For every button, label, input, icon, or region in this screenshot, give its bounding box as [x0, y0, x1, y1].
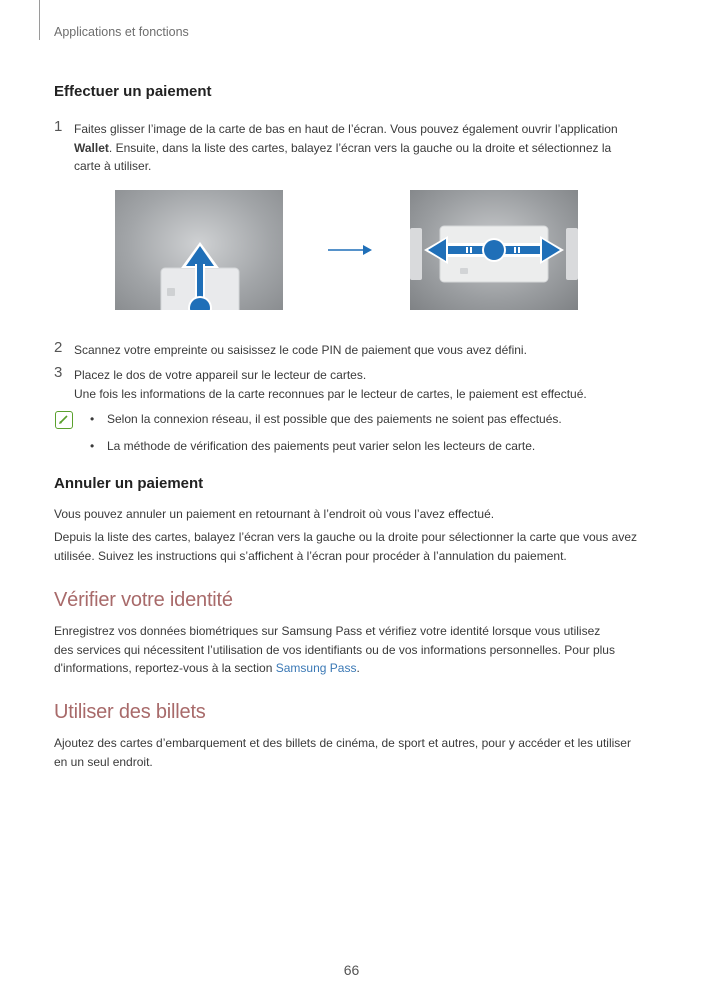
step-text: Scannez votre empreinte ou saisissez le code PIN de paiement que vous avez défini. — [74, 343, 527, 357]
header-rule — [39, 0, 40, 40]
next-step-arrow-icon — [326, 240, 376, 260]
arrow-right-icon — [542, 239, 560, 261]
step-text: Placez le dos de votre appareil sur le lecteur de cartes. Une fois les informations de la carte reconnues par le lecteur de cartes, le paiement est effectué. — [74, 368, 587, 401]
swipe-sideways-illustration — [410, 190, 578, 310]
card-chip — [167, 288, 175, 296]
step-number: 2 — [54, 339, 63, 356]
card-left-partial — [410, 228, 422, 280]
touch-point-icon — [484, 240, 504, 260]
step-number: 3 — [54, 364, 63, 381]
note-pencil-icon — [55, 411, 73, 429]
step-text: Faites glisser l’image de la carte de bas en haut de l’écran. Vous pouvez également ouvrir l’application Wallet. Ensuite, dans la liste des cartes, balayez l’écran vers la gauche ou la droite et sélectionnez la carte à utiliser. — [74, 122, 618, 173]
card-chip — [460, 268, 468, 274]
list-item: • La méthode de vérification des paiements peut varier selon les lecteurs de carte. — [90, 439, 536, 453]
heading-make-payment: Effectuer un paiement — [54, 83, 212, 100]
card-right-partial — [566, 228, 578, 280]
list-item: • Selon la connexion réseau, il est possible que des paiements ne soient pas effectués. — [90, 412, 562, 426]
page-number: 66 — [343, 962, 360, 978]
illustration-swipe-sideways — [410, 190, 578, 310]
paragraph-identity: Enregistrez vos données biométriques sur Samsung Pass et vérifiez votre identité lorsque vous utilisez des services qui nécessitent l’utilisation de vos identifiants ou de vos informations personnelles. Pour plus d'informations, reportez-vous à la section Samsung Pass. — [54, 624, 615, 675]
link-samsung-pass[interactable]: Samsung Pass — [275, 661, 357, 675]
heading-use-tickets: Utiliser des billets — [54, 701, 206, 723]
arrow-left-icon — [428, 239, 446, 261]
paragraph-tickets: Ajoutez des cartes d’embarquement et des billets de cinéma, de sport et autres, pour y accéder et les utiliser en un seul endroit. — [54, 736, 631, 769]
paragraph-cancel-2: Depuis la liste des cartes, balayez l’écran vers la gauche ou la droite pour sélectionner la carte que vous avez utilisée. Suivez les instructions qui s’affichent à l’écran pour procéder à l’annulation du paiement. — [54, 530, 637, 563]
swipe-up-illustration — [115, 190, 283, 310]
app-name-wallet: Wallet — [74, 140, 109, 155]
heading-cancel-payment: Annuler un paiement — [54, 475, 204, 492]
illustration-swipe-up — [115, 190, 283, 310]
note-list — [90, 410, 650, 461]
step-number: 1 — [54, 118, 63, 135]
running-header: Applications et fonctions — [54, 25, 189, 39]
heading-verify-identity: Vérifier votre identité — [54, 589, 233, 611]
paragraph-cancel-1: Vous pouvez annuler un paiement en retournant à l’endroit où vous l’avez effectué. — [54, 507, 495, 521]
